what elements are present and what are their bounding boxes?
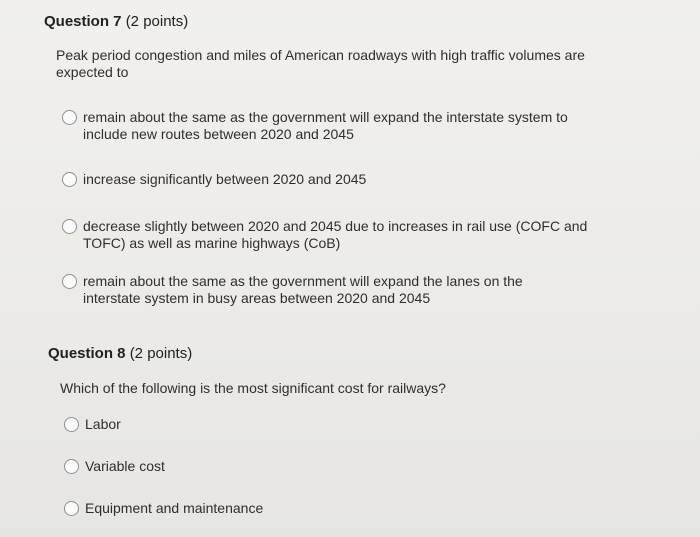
radio-button[interactable] [62,110,77,125]
radio-button[interactable] [62,274,77,289]
radio-button[interactable] [64,417,79,432]
question-8-option-3[interactable] [64,500,384,517]
radio-button[interactable] [62,219,77,234]
option-label: Labor [85,416,121,432]
question-7-number: Question 7 [44,13,122,30]
question-7-option-2[interactable] [62,171,622,188]
question-7-points: (2 points) [125,13,189,30]
question-7-option-3[interactable] [62,218,632,252]
option-label: Variable cost [85,458,165,474]
option-label: increase significantly between 2020 and 2045 [83,171,367,187]
question-7-title [44,13,188,31]
question-8-title [48,345,192,363]
question-8-option-1[interactable] [64,416,364,433]
option-label: decrease slightly between 2020 and 2045 due to increases in rail use (COFC and TOFC) as well as marine highways (CoB) [83,218,588,251]
radio-button[interactable] [64,459,79,474]
question-8-number: Question 8 [48,345,126,362]
option-label: Equipment and maintenance [85,500,264,516]
question-7-text: Peak period congestion and miles of American roadways with high traffic volumes are expected to [56,47,585,80]
radio-button[interactable] [62,172,77,187]
question-8-option-2[interactable] [64,458,364,475]
question-7-option-1[interactable] [62,109,622,143]
question-7-option-4[interactable] [62,273,622,307]
question-8-text: Which of the following is the most significant cost for railways? [60,380,446,396]
option-label: remain about the same as the government will expand the lanes on the interstate system in busy areas between 2020 and 2045 [83,273,523,306]
radio-button[interactable] [64,501,79,516]
question-8-points: (2 points) [129,345,193,362]
option-label: remain about the same as the government will expand the interstate system to include new routes between 2020 and 2045 [83,109,568,142]
